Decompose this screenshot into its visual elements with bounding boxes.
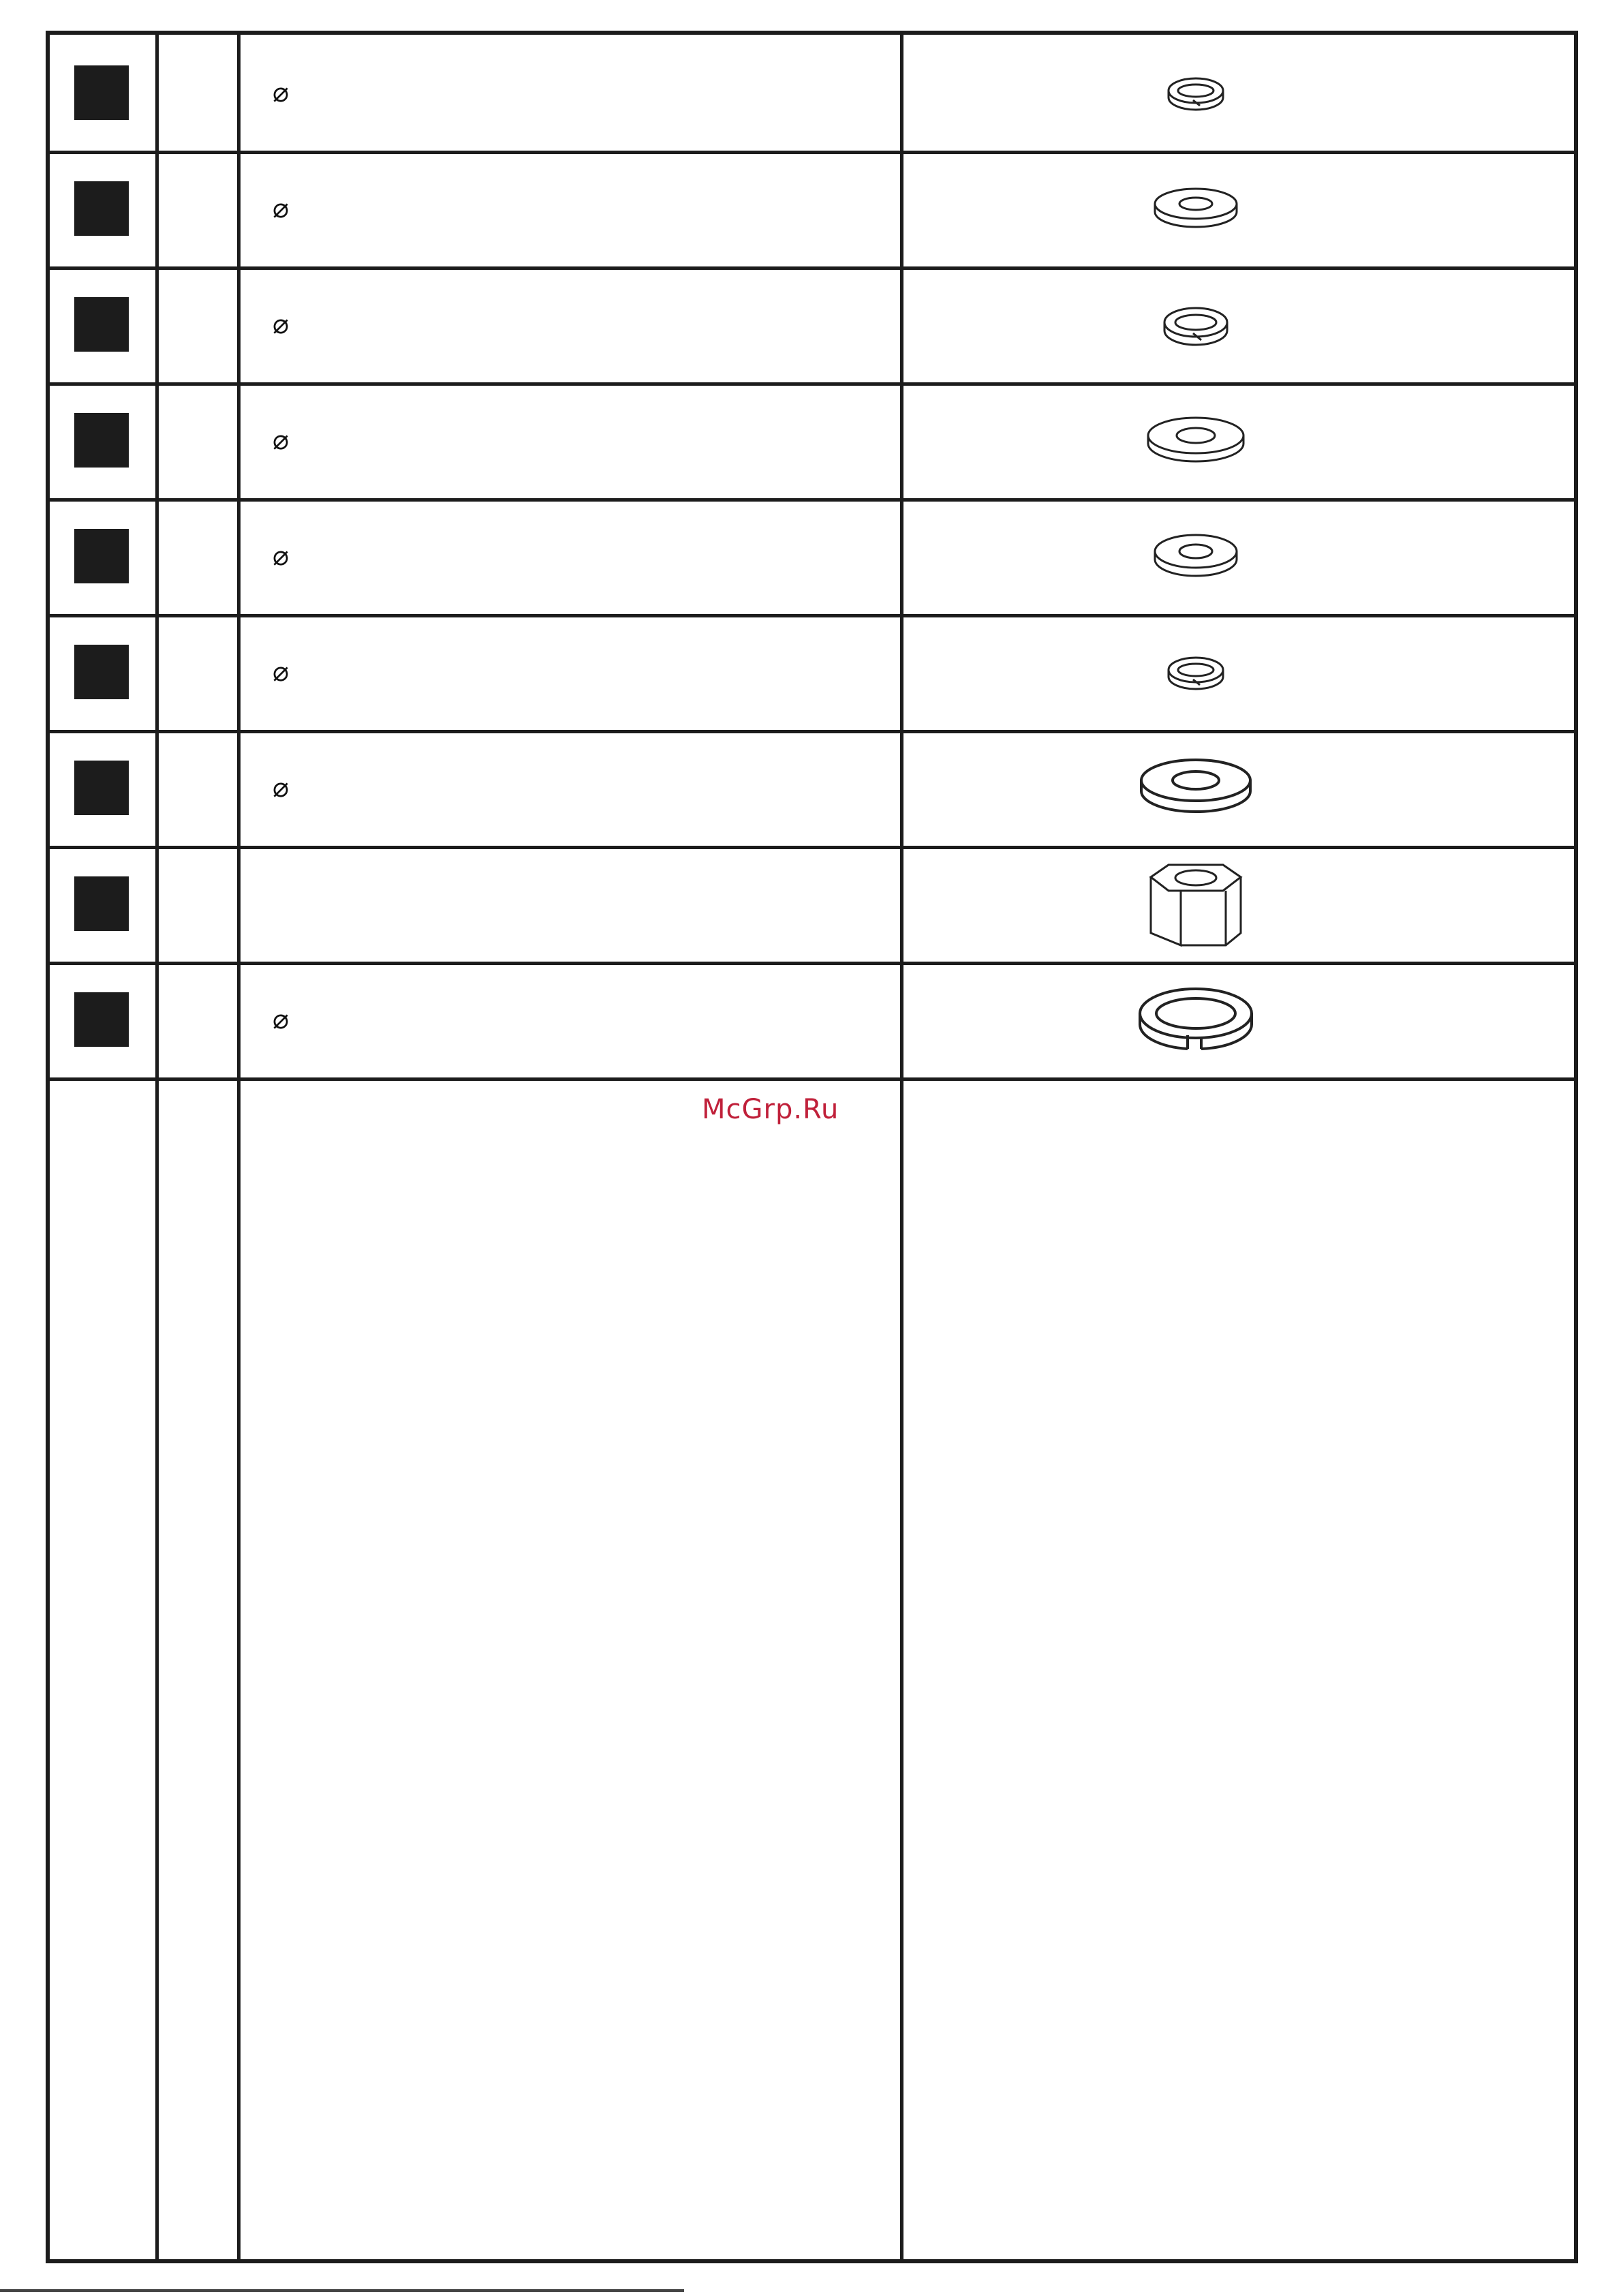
diameter-symbol: ⌀: [273, 193, 290, 224]
watermark: McGrp.Ru: [702, 1094, 839, 1125]
table-row: [50, 498, 1574, 614]
hex-nut-icon: [1128, 853, 1264, 955]
part-id-badge: [74, 297, 129, 352]
diameter-symbol: ⌀: [273, 772, 290, 803]
diameter-symbol: ⌀: [273, 1004, 290, 1035]
flat-washer-icon: [1128, 157, 1264, 260]
part-id-badge: [74, 413, 129, 468]
table-row: [50, 846, 1574, 962]
table-row: [50, 730, 1574, 846]
table-row: [50, 151, 1574, 266]
parts-table: [46, 31, 1578, 2263]
table-row: [50, 614, 1574, 730]
diameter-symbol: ⌀: [273, 309, 290, 340]
spring-washer-icon: [1128, 967, 1264, 1069]
table-row: [50, 382, 1574, 498]
table-row: [50, 962, 1574, 1077]
spring-washer-icon: [1128, 43, 1264, 145]
diameter-symbol: ⌀: [273, 540, 290, 572]
part-id-badge: [74, 181, 129, 236]
spring-washer-icon: [1128, 622, 1264, 724]
diameter-symbol: ⌀: [273, 656, 290, 688]
flat-washer-icon: [1128, 734, 1264, 836]
row-divider: [50, 1077, 1574, 1081]
part-id-badge: [74, 645, 129, 699]
part-id-badge: [74, 992, 129, 1047]
part-id-badge: [74, 65, 129, 120]
part-id-badge: [74, 761, 129, 815]
diameter-symbol: ⌀: [273, 77, 290, 108]
part-id-badge: [74, 529, 129, 583]
table-row: [50, 35, 1574, 151]
flat-washer-icon: [1128, 388, 1264, 490]
part-id-badge: [74, 876, 129, 931]
table-row: [50, 266, 1574, 382]
footer-rule: [0, 2289, 684, 2292]
flat-washer-icon: [1128, 505, 1264, 607]
spring-washer-icon: [1128, 275, 1264, 377]
diameter-symbol: ⌀: [273, 425, 290, 456]
